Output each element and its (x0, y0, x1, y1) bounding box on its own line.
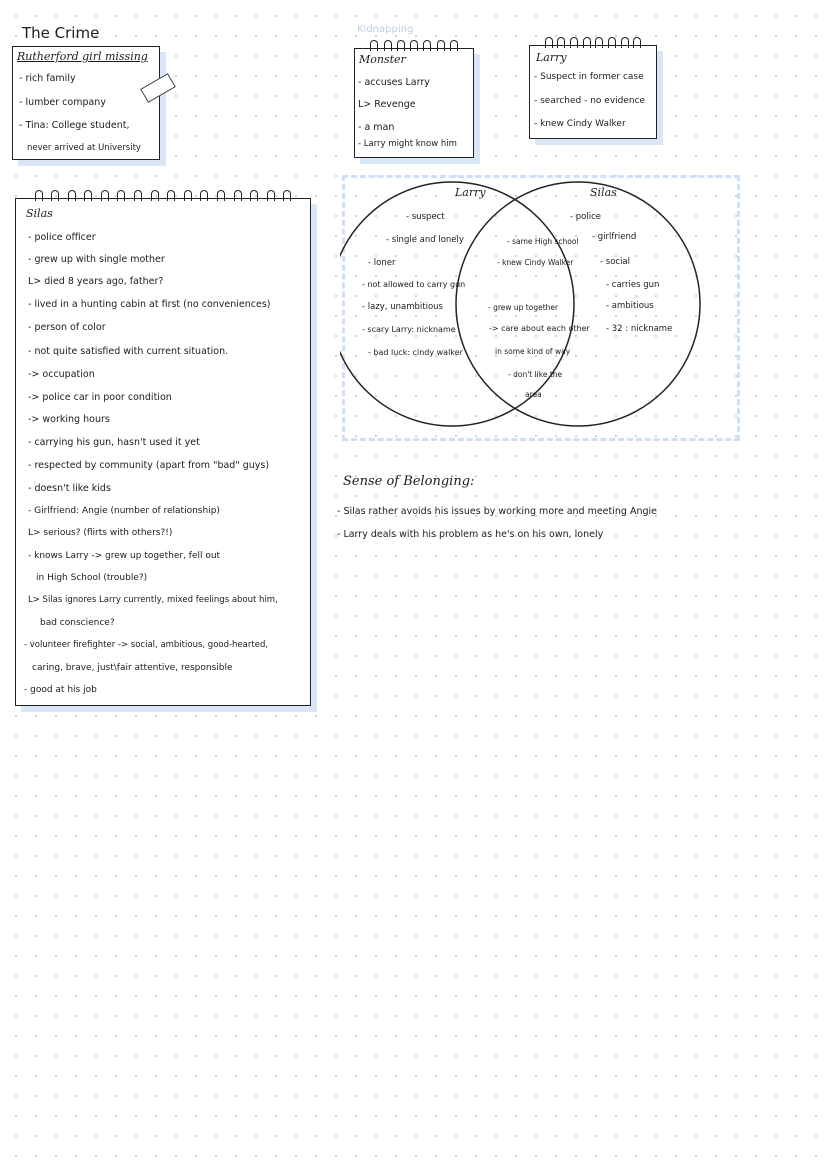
crime-line: never arrived at University (27, 143, 141, 153)
spiral-binding (16, 190, 310, 204)
venn-right-item: - police (570, 212, 601, 222)
venn-middle-item: -> care about each other (489, 324, 590, 333)
belonging-line: - Silas rather avoids his issues by working more and meeting Angie (337, 506, 657, 517)
crime-line: - rich family (19, 73, 76, 84)
crime-heading: The Crime (22, 24, 100, 42)
spiral-binding (355, 40, 473, 54)
monster-note (354, 48, 474, 158)
silas-line: -> working hours (28, 414, 110, 425)
monster-line: - accuses Larry (358, 77, 430, 88)
venn-left-item: - bad luck: cindy walker (368, 348, 463, 357)
kidnapping-label: Kidnapping (357, 24, 414, 35)
silas-line: - Girlfriend: Angie (number of relationship) (28, 506, 220, 516)
venn-middle-item: - grew up together (488, 303, 559, 312)
venn-right-item: - ambitious (606, 301, 654, 311)
silas-line: - knows Larry -> grew up together, fell out (28, 551, 221, 561)
venn-middle-item: - same High school (507, 237, 579, 246)
monster-note-title: Monster (359, 53, 406, 66)
venn-right-item: - social (600, 257, 631, 267)
larry-note-title: Larry (536, 51, 567, 64)
silas-note (15, 198, 311, 706)
larry-note-line: - searched - no evidence (534, 96, 646, 106)
silas-line: - doesn't like kids (28, 483, 111, 494)
silas-line: - carrying his gun, hasn't used it yet (28, 437, 200, 448)
venn-left-item: - suspect (406, 212, 445, 222)
silas-line: -> occupation (28, 369, 95, 380)
silas-line: - lived in a hunting cabin at first (no conveniences) (28, 299, 271, 310)
crime-note (12, 46, 160, 160)
silas-line: in High School (trouble?) (36, 573, 148, 583)
silas-line: - police officer (28, 232, 96, 243)
venn-left-item: - loner (368, 258, 396, 268)
monster-line: - a man (358, 122, 395, 133)
venn-middle-item: area (525, 390, 542, 399)
silas-line: - volunteer firefighter -> social, ambitious, good-hearted, (24, 640, 269, 650)
belonging-line: - Larry deals with his problem as he's on his own, lonely (337, 529, 604, 540)
larry-note (529, 45, 657, 139)
silas-line: bad conscience? (40, 618, 115, 628)
monster-line: L> Revenge (358, 99, 416, 110)
silas-line: -> police car in poor condition (28, 392, 172, 403)
silas-line: - not quite satisfied with current situation. (28, 346, 229, 357)
venn-middle-item: in some kind of way (495, 347, 571, 356)
venn-title-larry: Larry (455, 186, 486, 199)
venn-left-item: - single and lonely (386, 235, 464, 245)
venn-right-item: - girlfriend (592, 232, 637, 242)
crime-line: - lumber company (19, 97, 106, 108)
larry-note-line: - Suspect in former case (534, 72, 644, 82)
spiral-binding (530, 37, 656, 51)
silas-note-title: Silas (26, 207, 53, 220)
venn-middle-item: - knew Cindy Walker (497, 258, 574, 267)
belonging-title: Sense of Belonging: (343, 474, 475, 489)
silas-line: L> Silas ignores Larry currently, mixed feelings about him, (28, 595, 278, 605)
silas-line: - grew up with single mother (28, 254, 165, 265)
silas-line: L> died 8 years ago, father? (28, 276, 164, 287)
monster-line: - Larry might know him (358, 139, 457, 149)
venn-right-item: - carries gun (606, 280, 660, 290)
venn-title-silas: Silas (590, 186, 617, 199)
silas-line: - person of color (28, 322, 106, 333)
venn-left-item: - scary Larry: nickname (362, 325, 456, 334)
larry-note-line: - knew Cindy Walker (534, 119, 626, 129)
silas-line: - respected by community (apart from "bad" guys) (28, 460, 270, 471)
silas-line: - good at his job (24, 685, 97, 695)
venn-right-item: - 32 : nickname (606, 324, 673, 334)
venn-middle-item: - don't like the (508, 370, 563, 379)
venn-left-item: - lazy, unambitious (362, 302, 443, 312)
silas-line: L> serious? (flirts with others?!) (28, 528, 173, 538)
venn-left-item: - not allowed to carry gun (362, 280, 466, 289)
crime-note-title: Rutherford girl missing (17, 50, 148, 63)
silas-line: caring, brave, just\fair attentive, responsible (32, 663, 233, 673)
crime-line: - Tina: College student, (19, 120, 130, 131)
